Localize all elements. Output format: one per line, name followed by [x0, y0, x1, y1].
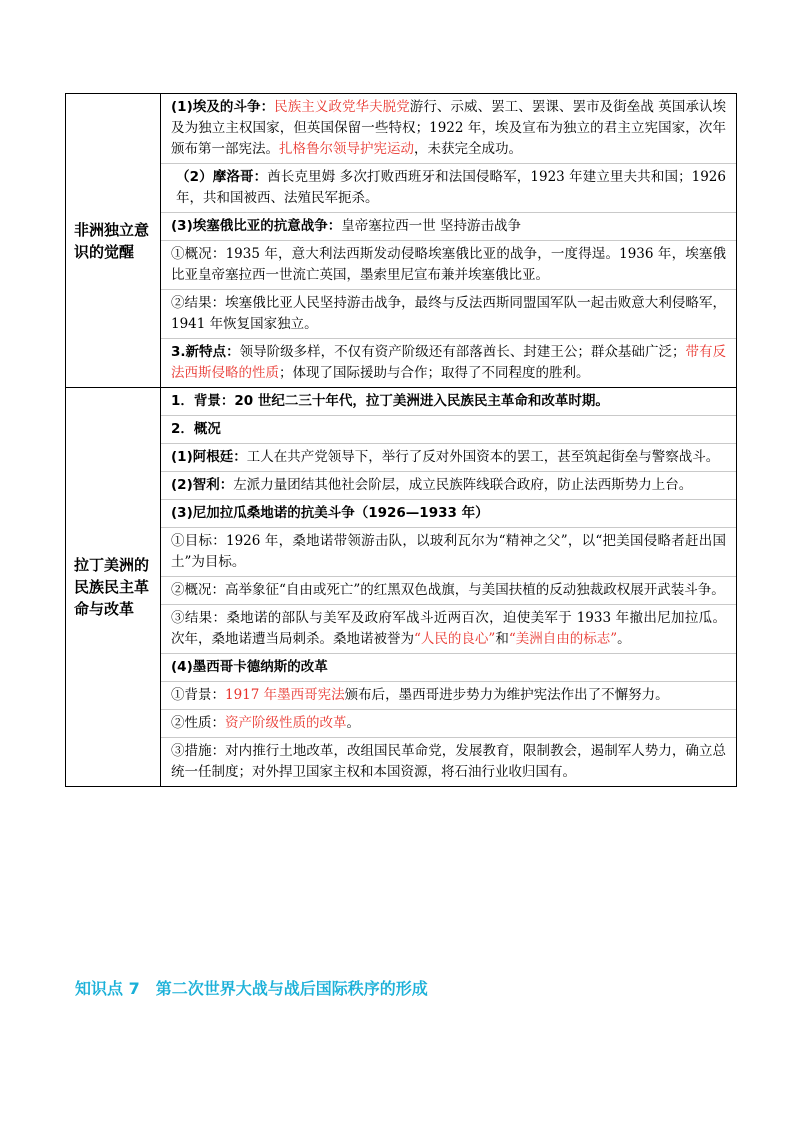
- knowledge-point-title: [75, 976, 428, 999]
- ethiopia-overview: ①概况：1935 年，意大利法西斯发动侵略埃塞俄比亚的战争，一度得逞。1936 年，埃塞俄比亚皇帝塞拉西一世流亡英国，墨索里尼宣布兼并埃塞俄比亚。: [161, 241, 736, 290]
- row-content-africa: [161, 94, 737, 388]
- row-content-latin-america: [161, 388, 737, 787]
- ethiopia-text: 皇帝塞拉西一世 坚持游击战争: [341, 218, 522, 234]
- nicaragua-result-text: ③结果：桑地诺的部队与美军及政府军战斗近两百次，迫使美军于 1933 年撤出尼加拉瓜。次年，桑地诺遭当局刺杀。桑地诺被誉为: [171, 610, 726, 647]
- chile-text: 左派力量团结其他社会阶层，成立民族阵线联合政府，防止法西斯势力上台。: [233, 477, 693, 493]
- nicaragua-heading: (3)尼加拉瓜桑地诺的抗美斗争（1926—1933 年）: [161, 500, 736, 528]
- chile-paragraph: [161, 472, 736, 500]
- mexico-constitution-highlight: 1917 年墨西哥宪法: [225, 687, 345, 703]
- morocco-paragraph: [161, 164, 736, 213]
- mexico-background: [161, 682, 736, 710]
- morocco-heading: （2）摩洛哥：: [176, 169, 268, 185]
- knowledge-point-number: 知识点 7: [75, 979, 140, 998]
- row-label-africa: 非洲独立意识的觉醒: [66, 94, 161, 388]
- new-features-paragraph: [161, 339, 736, 387]
- new-features-heading: 3.新特点：: [171, 344, 240, 360]
- new-features-text-end: ；体现了国际援助与合作；取得了不同程度的胜利。: [279, 365, 590, 381]
- egypt-party-highlight: 民族主义政党华夫脱党: [274, 99, 410, 115]
- summary-table: [65, 93, 737, 787]
- nicaragua-goal: ①目标：1926 年，桑地诺带领游击队，以玻利瓦尔为“精神之父”，以“把美国侵略者赶出国土”为目标。: [161, 528, 736, 577]
- chile-heading: (2)智利：: [171, 477, 234, 493]
- nicaragua-result: [161, 605, 736, 654]
- table-row-latin-america: [66, 388, 737, 787]
- nicaragua-conscience-highlight: “人民的良心”: [414, 631, 496, 647]
- ethiopia-paragraph: [161, 213, 736, 241]
- egypt-heading: (1)埃及的斗争：: [171, 99, 275, 115]
- ethiopia-heading: (3)埃塞俄比亚的抗意战争：: [171, 218, 342, 234]
- mexico-nature-label: ②性质：: [171, 715, 225, 731]
- knowledge-point-heading: 第二次世界大战与战后国际秩序的形成: [155, 979, 428, 998]
- table-row-africa: [66, 94, 737, 388]
- nicaragua-result-end: 。: [617, 631, 631, 647]
- mexico-heading: (4)墨西哥卡德纳斯的改革: [161, 654, 736, 682]
- mexico-nature-highlight: 资产阶级性质的改革: [225, 715, 347, 731]
- new-features-highlight: 带有反法西斯侵略的性质: [171, 344, 727, 381]
- morocco-text: 酋长克里姆 多次打败西班牙和法国侵略军，1923 年建立里夫共和国；1926 年，共和国被西、法殖民军扼杀。: [176, 169, 726, 206]
- mexico-background-label: ①背景：: [171, 687, 225, 703]
- mexico-nature: [161, 710, 736, 738]
- mexico-background-text: 颁布后，墨西哥进步势力为维护宪法作出了不懈努力。: [344, 687, 669, 703]
- nicaragua-overview: ②概况：高举象征“自由或死亡”的红黑双色战旗，与美国扶植的反动独裁政权展开武装斗争。: [161, 577, 736, 605]
- nicaragua-result-and: 和: [495, 631, 509, 647]
- egypt-paragraph: [161, 94, 736, 164]
- new-features-text: 领导阶级多样，不仅有资产阶级还有部落酋长、封建王公；群众基础广泛；: [239, 344, 686, 360]
- mexico-nature-end: 。: [346, 715, 360, 731]
- mexico-measures: ③措施：对内推行土地改革，改组国民革命党，发展教育，限制教会，遏制军人势力，确立总统一任制度；对外捍卫国家主权和本国资源，将石油行业收归国有。: [171, 743, 726, 780]
- overview-heading: 2．概况: [161, 416, 736, 444]
- nicaragua-freedom-highlight: “美洲自由的标志”: [508, 631, 618, 647]
- egypt-text: 游行、示威、罢工、罢课、罢市及街垒战 英国承认埃及为独立主权国家，但英国保留一些特权；1922 年，埃及宣布为独立的君主立宪国家，次年颁布第一部宪法。: [171, 99, 727, 157]
- argentina-text: 工人在共产党领导下，举行了反对外国资本的罢工，甚至筑起街垒与警察战斗。: [246, 449, 720, 465]
- argentina-paragraph: [161, 444, 736, 472]
- argentina-heading: (1)阿根廷：: [171, 449, 247, 465]
- row-label-latin-america: 拉丁美洲的民族民主革命与改革: [66, 388, 161, 787]
- background-heading: 1．背景：20 世纪二三十年代，拉丁美洲进入民族民主革命和改革时期。: [161, 388, 736, 416]
- ethiopia-result: ②结果：埃塞俄比亚人民坚持游击战争，最终与反法西斯同盟国军队一起击败意大利侵略军，1941 年恢复国家独立。: [161, 290, 736, 339]
- egypt-constitution-highlight: 扎格鲁尔领导护宪运动: [279, 141, 414, 157]
- egypt-text-end: ，未获完全成功。: [414, 141, 522, 157]
